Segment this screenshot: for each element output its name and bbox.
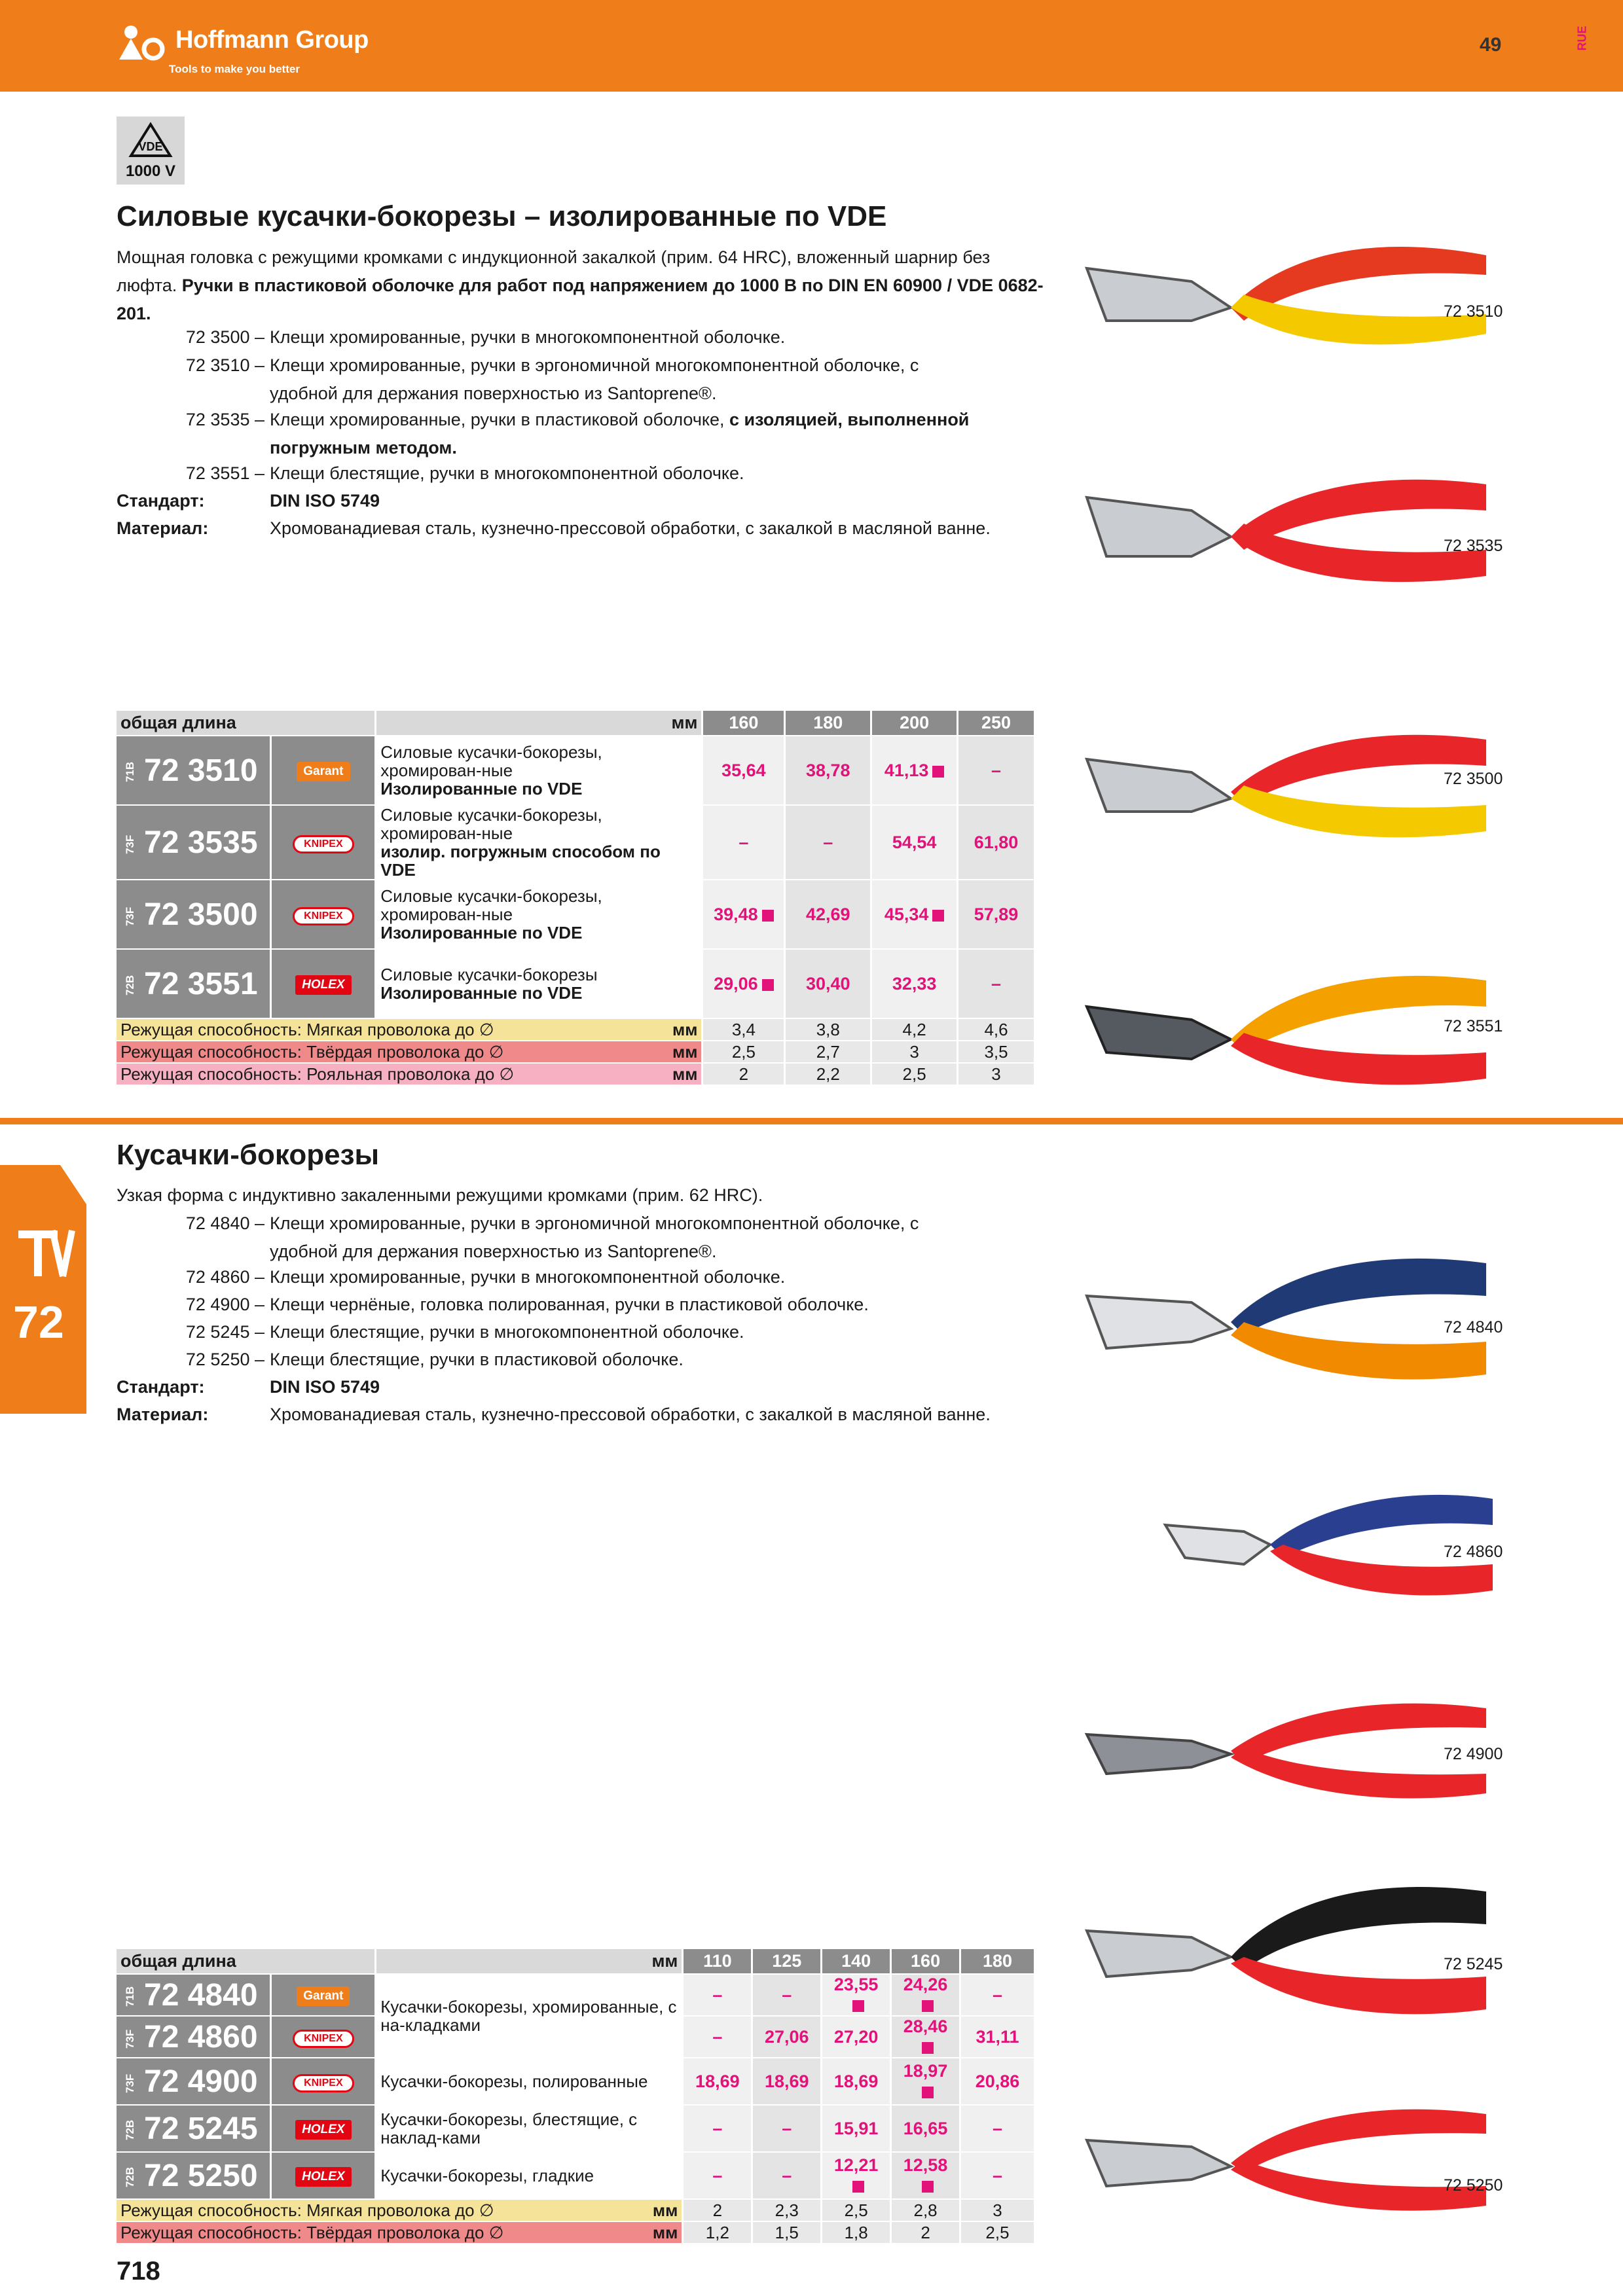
product-desc: Кусачки-бокорезы, хромированные, с на-кладками (376, 1974, 683, 2058)
brand-cell (271, 880, 376, 949)
s1-standard-label: Стандарт: (117, 491, 205, 511)
hoffmann-logo-icon (117, 23, 169, 61)
price-cell[interactable] (958, 949, 1035, 1018)
s1-item-text: Клещи хромированные, ручки в эргономичной многокомпонентной оболочке, с удобной для держания поверхностью из Santoprene®. (270, 355, 919, 403)
price-cell[interactable] (822, 2105, 891, 2152)
product-desc: Кусачки-бокорезы, полированные (376, 2058, 683, 2105)
section2-title: Кусачки-бокорезы (117, 1139, 380, 1171)
pliers-image (1080, 1878, 1499, 2029)
price: 42,69 (805, 904, 850, 924)
article-number: 72 3510 (144, 753, 258, 788)
price: 24,26 (903, 1975, 948, 1994)
price: 57,89 (974, 904, 1019, 924)
vde-triangle-icon (128, 122, 173, 158)
s2-standard-label: Стандарт: (117, 1377, 205, 1397)
price: 18,69 (695, 2071, 740, 2091)
s2-item-text: Клещи блестящие, ручки в пластиковой оболочке. (270, 1350, 684, 1369)
svg-text:VDE: VDE (138, 140, 163, 153)
product-desc-spec: Изолированные по VDE (380, 923, 583, 942)
s2-item-text: Клещи чернёные, головка полированная, ручки в пластиковой оболочке. (270, 1295, 869, 1314)
size-col: 200 (871, 711, 958, 736)
pliers-image (1080, 1244, 1499, 1394)
price-cell[interactable] (702, 736, 785, 805)
image-caption: 72 3551 (1444, 1017, 1503, 1035)
cutting-value: 2 (891, 2221, 960, 2244)
group-code: 73F (124, 906, 136, 926)
price: 45,34 (884, 904, 929, 924)
price-cell[interactable] (752, 2105, 822, 2152)
article-code[interactable] (117, 2016, 271, 2058)
s1-material-label: Материал: (117, 518, 209, 538)
article-number: 72 4840 (144, 1977, 258, 2013)
cutting-unit: мм (652, 2200, 678, 2220)
page-footer-number: 718 (117, 2257, 160, 2286)
price-cell[interactable] (958, 805, 1035, 880)
stock-mark-icon (762, 979, 774, 991)
section1-title: Силовые кусачки-бокорезы – изолированные по VDE (117, 200, 887, 232)
s2-item-art: 72 4860 – (185, 1267, 264, 1287)
image-caption: 72 5245 (1444, 1955, 1503, 1973)
price-cell[interactable] (960, 2152, 1035, 2199)
cutting-unit: мм (672, 1019, 698, 1039)
image-caption: 72 4900 (1444, 1745, 1503, 1763)
price: 54,54 (892, 832, 937, 852)
price: – (782, 1984, 792, 2005)
price: 31,11 (976, 2026, 1019, 2047)
section-divider (0, 1118, 1623, 1124)
brand-cell (271, 2105, 376, 2152)
cutting-value: 2,7 (785, 1041, 871, 1063)
cutting-label (117, 1063, 702, 1085)
price: – (782, 2118, 792, 2138)
article-number: 72 4860 (144, 2019, 258, 2054)
pliers-image (1080, 458, 1499, 596)
section1-intro-plain: Мощная головка с режущими кромками с индукционной закалкой (прим. 64 HRC), вложенный шарнир без люфта. (117, 247, 991, 295)
product-desc (376, 805, 702, 880)
brand-cell (271, 2058, 376, 2105)
price: 12,58 (903, 2155, 948, 2175)
price: 32,33 (892, 973, 937, 994)
price: 20,86 (975, 2071, 1020, 2091)
price-cell[interactable] (960, 1974, 1035, 2016)
image-caption: 72 4840 (1444, 1318, 1503, 1336)
cutting-value: 1,8 (822, 2221, 891, 2244)
cutting-unit: мм (672, 1064, 698, 1084)
table1 (117, 711, 1036, 1086)
group-code: 72B (124, 2119, 136, 2140)
catalog-page-number: 49 (1480, 34, 1502, 56)
section1-intro (117, 243, 1046, 328)
article-number: 72 4900 (144, 2064, 258, 2099)
cutting-row (117, 2199, 1035, 2221)
price-cell[interactable] (958, 880, 1035, 949)
product-desc (376, 880, 702, 949)
s1-item-text-plain: Клещи хромированные, ручки в пластиковой оболочке, (270, 410, 730, 429)
article-number: 72 5250 (144, 2158, 258, 2193)
price: 35,64 (721, 760, 766, 780)
holex-logo: HOLEX (295, 2167, 351, 2187)
group-code: 73F (124, 2073, 136, 2093)
product-desc-spec: Изолированные по VDE (380, 983, 583, 1003)
s2-material-value: Хромованадиевая сталь, кузнечно-прессовой обработки, с закалкой в масляной ванне. (270, 1405, 991, 1424)
section1-intro-bold: Ручки в пластиковой оболочке для работ под напряжением до 1000 В по DIN EN 60900 / VDE 0682-201. (117, 276, 1044, 323)
size-col: 180 (960, 1949, 1035, 1974)
table2-header (117, 1949, 1035, 1974)
holex-logo: HOLEX (295, 975, 351, 995)
stock-mark-icon (922, 2042, 934, 2054)
s1-item-text: Клещи блестящие, ручки в многокомпонентной оболочке. (270, 463, 744, 483)
brand-cell (271, 2016, 376, 2058)
s1-item-text (270, 406, 1042, 462)
s2-item-text: Клещи хромированные, ручки в эргономичной многокомпонентной оболочке, с удобной для держания поверхностью из Santoprene®. (270, 1213, 919, 1261)
stock-mark-icon (922, 2181, 934, 2193)
cutting-value: 3,8 (785, 1018, 871, 1041)
group-code: 71B (124, 1986, 136, 2007)
article-code[interactable] (117, 736, 271, 805)
price-cell[interactable] (785, 880, 871, 949)
table-row (117, 805, 1035, 880)
pliers-image (1080, 713, 1499, 851)
article-number: 72 3535 (144, 825, 258, 860)
price: 29,06 (714, 973, 758, 994)
s1-item-art: 72 3510 – (185, 355, 264, 375)
size-col: 180 (785, 711, 871, 736)
price: – (712, 2118, 723, 2138)
article-code[interactable] (117, 880, 271, 949)
chapter-number[interactable]: 72 (13, 1297, 64, 1348)
stock-mark-icon (852, 2181, 864, 2193)
price: – (782, 2165, 792, 2185)
price-cell[interactable] (960, 2016, 1035, 2058)
price: – (712, 2165, 723, 2185)
price: – (991, 973, 1002, 994)
s2-item-art: 72 4900 – (185, 1295, 264, 1314)
cutting-label-text: Режущая способность: Твёрдая проволока до ∅ (120, 1041, 504, 1062)
group-code: 73F (124, 834, 136, 854)
price-cell[interactable] (752, 2058, 822, 2105)
group-code: 73F (124, 2029, 136, 2049)
cutting-value: 1,5 (752, 2221, 822, 2244)
table-row (117, 949, 1035, 1018)
price-cell[interactable] (822, 2058, 891, 2105)
price: 15,91 (833, 2118, 879, 2138)
price: 18,97 (903, 2061, 948, 2081)
cutting-unit: мм (672, 1041, 698, 1062)
s1-material-value: Хромованадиевая сталь, кузнечно-прессовой обработки, с закалкой в масляной ванне. (270, 518, 991, 538)
price-cell[interactable] (683, 1974, 752, 2016)
s1-standard-value: DIN ISO 5749 (270, 491, 380, 511)
price: 18,69 (764, 2071, 809, 2091)
price: – (992, 1984, 1003, 2005)
price-cell[interactable] (702, 805, 785, 880)
price-cell[interactable] (683, 2152, 752, 2199)
image-caption: 72 5250 (1444, 2176, 1503, 2195)
cutting-label (117, 2221, 683, 2244)
product-desc (376, 736, 702, 805)
cutting-label-text: Режущая способность: Мягкая проволока до ∅ (120, 1019, 494, 1039)
knipex-logo: KNIPEX (293, 2074, 354, 2092)
price-cell[interactable] (960, 2058, 1035, 2105)
cutting-unit: мм (652, 2222, 678, 2242)
image-caption: 72 3535 (1444, 537, 1503, 555)
article-code[interactable] (117, 1974, 271, 2016)
brand-cell (271, 1974, 376, 2016)
cutting-value: 4,2 (871, 1018, 958, 1041)
table-row (117, 880, 1035, 949)
stock-mark-icon (932, 910, 944, 922)
cutting-value: 3 (958, 1063, 1035, 1085)
price-cell[interactable] (822, 1974, 891, 2016)
price: 38,78 (805, 760, 850, 780)
article-code[interactable] (117, 2152, 271, 2199)
price-cell[interactable] (785, 805, 871, 880)
table1-head-label: общая длина (117, 711, 376, 736)
s2-standard-value: DIN ISO 5749 (270, 1377, 380, 1397)
brand-cell (271, 949, 376, 1018)
price-cell[interactable] (785, 949, 871, 1018)
s2-item-art: 72 4840 – (185, 1213, 264, 1233)
image-caption: 72 3510 (1444, 302, 1503, 321)
s2-material-label: Материал: (117, 1405, 209, 1424)
price-cell[interactable] (683, 2058, 752, 2105)
cutting-value: 3,5 (958, 1041, 1035, 1063)
price: – (712, 2026, 723, 2047)
product-desc-main: Силовые кусачки-бокорезы, хромирован-ные (380, 805, 602, 843)
size-col: 125 (752, 1949, 822, 1974)
brand-cell (271, 805, 376, 880)
stock-mark-icon (922, 2087, 934, 2098)
vde-voltage: 1000 V (125, 162, 176, 180)
cutting-value: 2 (702, 1063, 785, 1085)
price: – (823, 832, 833, 852)
price-cell[interactable] (891, 2105, 960, 2152)
article-code[interactable] (117, 2105, 271, 2152)
s2-item-text: Клещи хромированные, ручки в многокомпонентной оболочке. (270, 1267, 786, 1287)
article-code[interactable] (117, 2058, 271, 2105)
table2-head-unit: мм (376, 1949, 683, 1974)
cutting-label (117, 2199, 683, 2221)
table-row (117, 2058, 1035, 2105)
cutting-label (117, 1041, 702, 1063)
price-cell[interactable] (960, 2105, 1035, 2152)
cutting-label-text: Режущая способность: Рояльная проволока до ∅ (120, 1064, 515, 1084)
table2-head-label: общая длина (117, 1949, 376, 1974)
group-code: 72B (124, 2166, 136, 2187)
price-cell[interactable] (752, 2152, 822, 2199)
knipex-logo: KNIPEX (293, 907, 354, 925)
holex-logo: HOLEX (295, 2120, 351, 2140)
size-col: 140 (822, 1949, 891, 1974)
price: – (992, 2118, 1003, 2138)
s2-item-art: 72 5250 – (185, 1350, 264, 1369)
section2-intro: Узкая форма с индуктивно закаленными режущими кромками (прим. 62 HRC). (117, 1185, 763, 1205)
image-caption: 72 4860 (1444, 1543, 1503, 1561)
stock-mark-icon (762, 910, 774, 922)
product-desc: Кусачки-бокорезы, блестящие, с наклад-ками (376, 2105, 683, 2152)
knipex-logo: KNIPEX (293, 2030, 354, 2048)
image-caption: 72 3500 (1444, 770, 1503, 788)
table-row (117, 2105, 1035, 2152)
price: – (739, 832, 749, 852)
cutting-value: 1,2 (683, 2221, 752, 2244)
language-code: RUE (1575, 26, 1589, 51)
cutting-value: 2,5 (822, 2199, 891, 2221)
product-desc-spec: изолир. погружным способом по VDE (380, 842, 661, 880)
table-row (117, 1974, 1035, 2016)
price-cell[interactable] (752, 1974, 822, 2016)
brand-tagline: Tools to make you better (169, 63, 300, 75)
price-cell[interactable] (822, 2016, 891, 2058)
price-cell[interactable] (702, 880, 785, 949)
price-cell[interactable] (871, 880, 958, 949)
brand-name: Hoffmann Group (175, 26, 369, 54)
cutting-value: 2 (683, 2199, 752, 2221)
cutting-value: 2,5 (702, 1041, 785, 1063)
price: 28,46 (903, 2017, 948, 2036)
pliers-image (1080, 2088, 1499, 2225)
price: 27,20 (833, 2026, 879, 2047)
group-code: 72B (124, 975, 136, 996)
product-desc-main: Силовые кусачки-бокорезы, хромирован-ные (380, 742, 602, 780)
size-col: 110 (683, 1949, 752, 1974)
stock-mark-icon (932, 766, 944, 778)
price: 23,55 (833, 1975, 879, 1994)
price: 61,80 (974, 832, 1019, 852)
price: – (712, 1984, 723, 2005)
price: 30,40 (805, 973, 850, 994)
product-desc-spec: Изолированные по VDE (380, 779, 583, 798)
cutting-value: 3,4 (702, 1018, 785, 1041)
price: 16,65 (903, 2118, 948, 2138)
price: 12,21 (833, 2155, 879, 2175)
stock-mark-icon (852, 2000, 864, 2012)
knipex-logo: KNIPEX (293, 835, 354, 853)
table1-head-unit: мм (376, 711, 702, 736)
price: 41,13 (884, 760, 929, 780)
brand-cell (271, 736, 376, 805)
pliers-image (1080, 961, 1499, 1098)
s2-item-text: Клещи блестящие, ручки в многокомпонентной оболочке. (270, 1322, 744, 1342)
product-desc-main: Силовые кусачки-бокорезы, хромирован-ные (380, 886, 602, 924)
cutting-row (117, 1018, 1035, 1041)
price: – (991, 760, 1002, 780)
size-col: 160 (702, 711, 785, 736)
cutting-value: 2,8 (891, 2199, 960, 2221)
cutting-value: 3 (960, 2199, 1035, 2221)
garant-logo: Garant (297, 762, 350, 781)
pliers-image (1080, 223, 1499, 360)
cutting-row (117, 1041, 1035, 1063)
s1-item-text: Клещи хромированные, ручки в многокомпонентной оболочке. (270, 327, 786, 347)
cutting-row (117, 1063, 1035, 1085)
article-number: 72 3551 (144, 966, 258, 1001)
group-code: 71B (124, 761, 136, 782)
product-desc-main: Силовые кусачки-бокорезы (380, 965, 598, 984)
price: 27,06 (764, 2026, 809, 2047)
pliers-image (1080, 1682, 1499, 1820)
price-cell[interactable] (683, 2105, 752, 2152)
product-desc: Кусачки-бокорезы, гладкие (376, 2152, 683, 2199)
cutting-value: 3 (871, 1041, 958, 1063)
table-row (117, 2152, 1035, 2199)
price-cell[interactable] (871, 805, 958, 880)
price-cell[interactable] (871, 949, 958, 1018)
cutting-label-text: Режущая способность: Твёрдая проволока до ∅ (120, 2222, 504, 2242)
article-number: 72 5245 (144, 2111, 258, 2146)
price: 18,69 (833, 2071, 879, 2091)
garant-logo: Garant (297, 1986, 350, 2006)
price-cell[interactable] (871, 736, 958, 805)
cutting-value: 2,3 (752, 2199, 822, 2221)
s1-item-art: 72 3551 – (185, 463, 264, 483)
price-cell[interactable] (702, 949, 785, 1018)
price-cell[interactable] (785, 736, 871, 805)
size-col: 250 (958, 711, 1035, 736)
size-col: 160 (891, 1949, 960, 1974)
brand-cell (271, 2152, 376, 2199)
cutting-row (117, 2221, 1035, 2244)
cutting-value: 2,5 (871, 1063, 958, 1085)
price-cell[interactable] (752, 2016, 822, 2058)
article-code[interactable] (117, 949, 271, 1018)
table-row (117, 736, 1035, 805)
cutting-value: 4,6 (958, 1018, 1035, 1041)
chapter-tab (0, 1165, 86, 1414)
cutting-label (117, 1018, 702, 1041)
price-cell[interactable] (822, 2152, 891, 2199)
price-cell[interactable] (891, 2016, 960, 2058)
price: 39,48 (714, 904, 758, 924)
s1-item-art: 72 3535 – (185, 410, 264, 429)
table1-header (117, 711, 1035, 736)
price-cell[interactable] (683, 2016, 752, 2058)
table2 (117, 1949, 1036, 2244)
price-cell[interactable] (891, 2152, 960, 2199)
s1-item-art: 72 3500 – (185, 327, 264, 347)
product-desc (376, 949, 702, 1018)
price-cell[interactable] (891, 1974, 960, 2016)
s2-item-art: 72 5245 – (185, 1322, 264, 1342)
s1-item-text-bold: с изоляцией, выполненной погружным методом. (270, 410, 970, 457)
price: – (992, 2165, 1003, 2185)
cutting-value: 2,5 (960, 2221, 1035, 2244)
article-code[interactable] (117, 805, 271, 880)
cutting-label-text: Режущая способность: Мягкая проволока до ∅ (120, 2200, 494, 2220)
cutting-value: 2,2 (785, 1063, 871, 1085)
stock-mark-icon (922, 2000, 934, 2012)
price-cell[interactable] (958, 736, 1035, 805)
price-cell[interactable] (891, 2058, 960, 2105)
article-number: 72 3500 (144, 897, 258, 932)
